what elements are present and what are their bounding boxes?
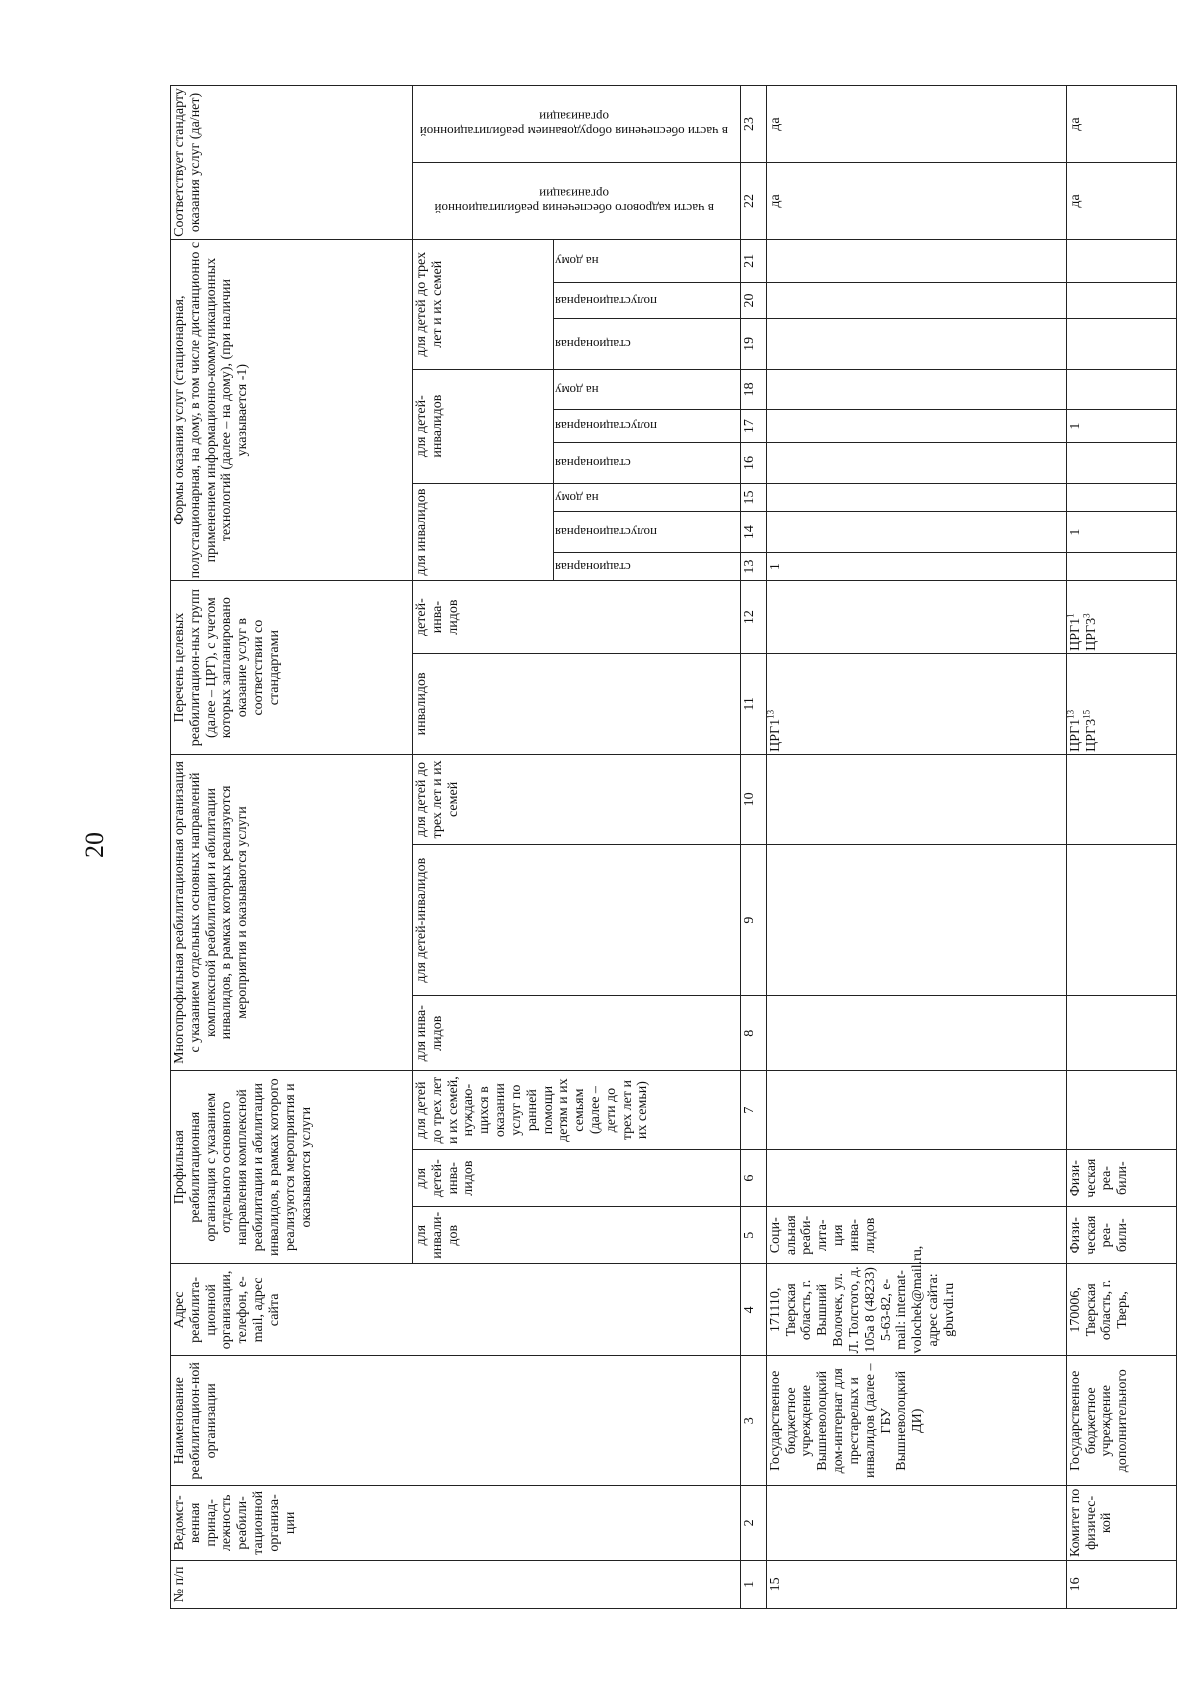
- column-number: 10: [740, 754, 766, 844]
- row-number: 15: [766, 1560, 1066, 1608]
- row-multi-early: [766, 754, 1066, 844]
- crg-code-text: ЦРГ3: [1083, 617, 1099, 651]
- crg-code-text: ЦРГ1: [1067, 718, 1083, 752]
- row-address: 171110, Тверская область, г. Вышний Волочек, ул. Л. Толстого, д. 105а 8 (48233) 5-63-82, e-mail: internat-volochek@mail.ru, адрес сайта: gbuvdi.ru: [766, 1264, 1066, 1356]
- header-cell-department: Ведомст-венная принад-лежность реабили-тационной организа-ции: [171, 1486, 741, 1561]
- column-number: 15: [740, 483, 766, 512]
- header-cell-number: № п/п: [171, 1560, 741, 1608]
- crg-code-text: ЦРГ3: [1083, 718, 1099, 752]
- column-number: 5: [740, 1207, 766, 1264]
- header-forms-children: для детей-инвалидов: [413, 369, 554, 483]
- row-form-19: [766, 319, 1066, 370]
- header-form-20: [553, 282, 740, 318]
- crg-code-text: ЦРГ1: [767, 718, 783, 752]
- column-number: 13: [740, 552, 766, 581]
- row-form-17: [766, 410, 1066, 443]
- row-profile-early: [766, 1071, 1066, 1150]
- header-forms-early: для детей до трех лет и их семей: [413, 239, 554, 369]
- crg-code-sup: 3: [1080, 613, 1091, 618]
- row-form-18: [1066, 369, 1176, 410]
- row-form-20: [766, 282, 1066, 318]
- header-multi-children: для детей-инвалидов: [413, 844, 741, 996]
- crg-code-sup: 13: [765, 709, 776, 719]
- crg-code-sup: 1: [1065, 613, 1076, 618]
- row-multi-invalids: [1066, 996, 1176, 1071]
- row-form-13: 1: [766, 552, 1066, 581]
- header-standard-equipment: [413, 86, 741, 163]
- column-number: 23: [740, 86, 766, 163]
- column-number: 8: [740, 996, 766, 1071]
- crg-code: [765, 656, 784, 752]
- row-form-21: [1066, 239, 1176, 282]
- column-number: 7: [740, 1071, 766, 1150]
- header-group-service-forms: Формы оказания услуг (стационарная, полустационарная, на дому, в том числе дистанционно с применением информационно-коммуникационных технологий (далее – на дому), (при наличии указывается -1): [171, 239, 413, 581]
- column-number: 19: [740, 319, 766, 370]
- crg-code-text: ЦРГ1: [1067, 617, 1083, 651]
- row-form-15: [1066, 483, 1176, 512]
- header-crg-invalids: инвалидов: [413, 653, 741, 754]
- column-number: 18: [740, 369, 766, 410]
- column-number: 17: [740, 410, 766, 443]
- row-standard-staff: да: [766, 163, 1066, 240]
- row-profile-early: [1066, 1071, 1176, 1150]
- header-form-16-text: стационарная: [554, 456, 631, 472]
- header-form-21-text: на дому: [554, 254, 599, 270]
- row-multi-children: [1066, 844, 1176, 996]
- header-form-14-text: полустационарная: [554, 525, 657, 541]
- header-profile-early: для детей до трех лет и их семей, нуждаю-щихся в оказании услуг по ранней помощи детям и их семьям (далее – дети до трех лет и их семьи): [413, 1071, 741, 1150]
- header-crg-children: детей-инва-лидов: [413, 581, 741, 653]
- header-standard-equipment-text: в части обеспечения оборудованием реабилитационной организации: [419, 110, 729, 140]
- header-multi-early: для детей до трех лет и их семей: [413, 754, 741, 844]
- header-group-multiprofile: Многопрофильная реабилитационная организация с указанием отдельных основных направлений комплексной реабилитации и абилитации инвалидов, в рамках которых реализуются мероприятия и оказываются услуги: [171, 754, 413, 1070]
- rotated-page-content: [170, 85, 1131, 1609]
- column-number-row: [740, 86, 766, 1609]
- column-number: 11: [740, 653, 766, 754]
- header-form-15: [553, 483, 740, 512]
- row-form-19: [1066, 319, 1176, 370]
- row-number: 16: [1066, 1560, 1176, 1608]
- header-form-13-text: стационарная: [554, 559, 631, 575]
- header-form-20-text: полустационарная: [554, 293, 657, 309]
- row-form-18: [766, 369, 1066, 410]
- row-crg-invalids: [766, 653, 1066, 754]
- row-address: 170006, Тверская область, г. Тверь,: [1066, 1264, 1176, 1356]
- row-form-14: 1: [1066, 512, 1176, 553]
- header-form-14: [553, 512, 740, 553]
- row-crg-children: [766, 581, 1066, 653]
- crg-code-sup: 15: [1080, 709, 1091, 719]
- header-profile-children: для детей-инва-лидов: [413, 1150, 741, 1207]
- row-form-17: 1: [1066, 410, 1176, 443]
- row-crg-invalids: [1066, 653, 1176, 754]
- column-number: 12: [740, 581, 766, 653]
- row-profile-invalids: Соци-альная реаби-лита-ция инва-лидов: [766, 1207, 1066, 1264]
- column-number: 21: [740, 239, 766, 282]
- crg-code-sup: 13: [1065, 709, 1076, 719]
- header-form-19-text: стационарная: [554, 336, 631, 352]
- table-row: [766, 86, 1066, 1609]
- header-standard-staff-text: в части кадрового обеспечения реабилитационной организации: [434, 186, 714, 217]
- rehabilitation-organizations-table: [170, 85, 1177, 1609]
- header-form-18: [553, 369, 740, 410]
- crg-code: [1065, 656, 1084, 752]
- header-form-19: [553, 319, 740, 370]
- table-row: [1066, 86, 1176, 1609]
- row-standard-equipment: да: [1066, 86, 1176, 163]
- header-form-21: [553, 239, 740, 282]
- header-group-standard: Соответствует стандарту оказания услуг (да/нет): [171, 86, 413, 240]
- header-cell-name: Наименование реабилитацион-ной организации: [171, 1356, 741, 1486]
- row-organization-name: Государственное бюджетное учреждение дополнительного: [1066, 1356, 1176, 1486]
- header-form-13: [553, 552, 740, 581]
- row-multi-invalids: [766, 996, 1066, 1071]
- row-profile-children: [766, 1150, 1066, 1207]
- row-form-15: [766, 483, 1066, 512]
- column-number: 9: [740, 844, 766, 996]
- header-form-17-text: полустационарная: [554, 419, 657, 435]
- header-form-16: [553, 443, 740, 484]
- column-number: 14: [740, 512, 766, 553]
- header-standard-staff: [413, 163, 741, 240]
- header-profile-invalids: для инвали-дов: [413, 1207, 741, 1264]
- column-number: 22: [740, 163, 766, 240]
- column-number: 1: [740, 1560, 766, 1608]
- header-group-profile: Профильная реабилитационная организация с указанием отдельного основного направления комплексной реабилитации и абилитации инвалидов, в рамках которого реализуются мероприятия и оказываются услуги: [171, 1071, 413, 1264]
- row-standard-equipment: да: [766, 86, 1066, 163]
- header-forms-invalids: для инвалидов: [413, 483, 554, 581]
- row-form-14: [766, 512, 1066, 553]
- row-standard-staff: да: [1066, 163, 1176, 240]
- row-department: [766, 1486, 1066, 1561]
- crg-code: [1080, 656, 1100, 752]
- column-number: 20: [740, 282, 766, 318]
- header-row-1: [171, 86, 413, 1609]
- row-form-13: [1066, 552, 1176, 581]
- row-profile-invalids: Физи-ческая реа-били-: [1066, 1207, 1176, 1264]
- row-form-16: [766, 443, 1066, 484]
- row-multi-children: [766, 844, 1066, 996]
- row-profile-children: Физи-ческая реа-били-: [1066, 1150, 1176, 1207]
- column-number: 6: [740, 1150, 766, 1207]
- row-form-21: [766, 239, 1066, 282]
- header-form-15-text: на дому: [554, 490, 599, 506]
- crg-code: [1080, 583, 1100, 651]
- row-form-20: [1066, 282, 1176, 318]
- header-group-target-groups: Перечень целевых реабилитацион-ных групп (далее – ЦРГ), с учетом которых запланировано оказание услуг в соответствии со стандартами: [171, 581, 413, 754]
- header-multi-invalids: для инва-лидов: [413, 996, 741, 1071]
- column-number: 4: [740, 1264, 766, 1356]
- header-form-17: [553, 410, 740, 443]
- column-number: 16: [740, 443, 766, 484]
- column-number: 2: [740, 1486, 766, 1561]
- row-multi-early: [1066, 754, 1176, 844]
- row-organization-name: Государственное бюджетное учреждение Вышневолоцкий дом-интернат для престарелых и инвалидов (далее – ГБУ Вышневолоцкий ДИ): [766, 1356, 1066, 1486]
- page-number: 20: [80, 832, 109, 858]
- row-form-16: [1066, 443, 1176, 484]
- header-form-18-text: на дому: [554, 382, 599, 398]
- row-crg-children: [1066, 581, 1176, 653]
- header-cell-address: Адрес реабилита-ционной организации, телефон, e-mail, адрес сайта: [171, 1264, 741, 1356]
- column-number: 3: [740, 1356, 766, 1486]
- row-department: Комитет по физичес-кой: [1066, 1486, 1176, 1561]
